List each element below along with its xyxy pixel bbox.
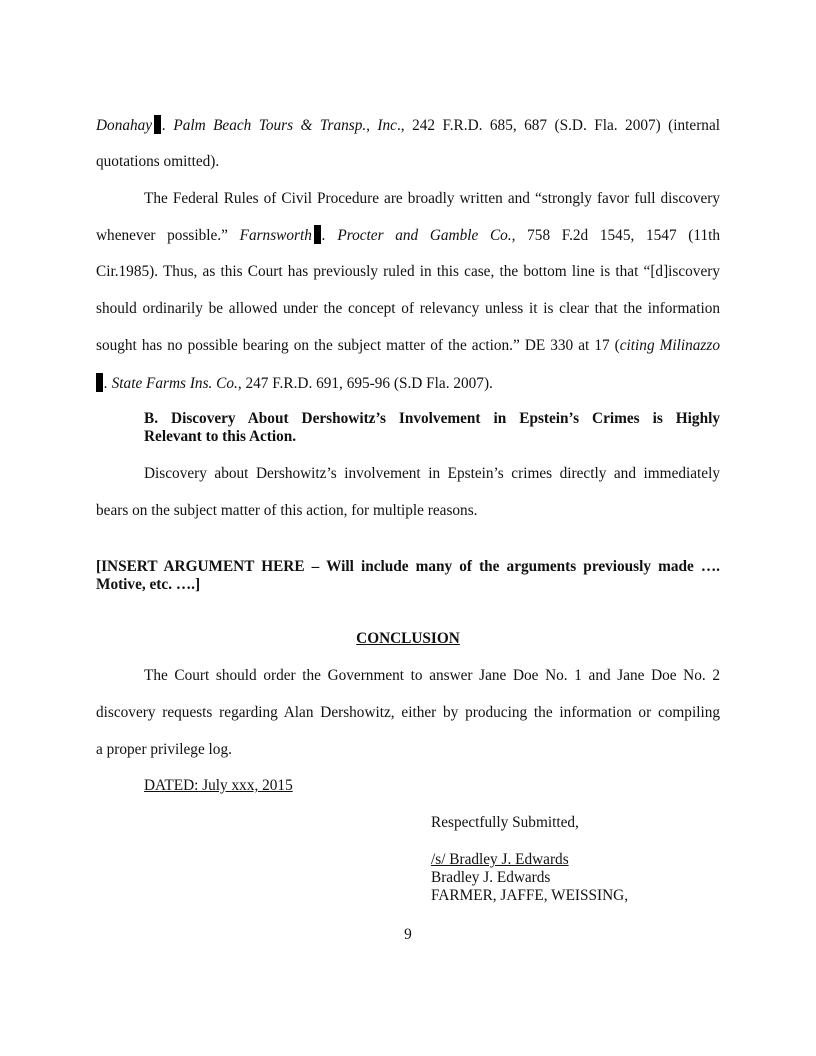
redaction-box: [154, 115, 161, 134]
conclusion-line-1: The Court should order the Government to answer Jane Doe No. 1 and Jane Doe No. 2: [144, 667, 720, 684]
paragraph-1-line-1: [96, 115, 720, 136]
insert-note-line-2: Motive, etc. ….]: [96, 576, 201, 593]
citation-text: 758 F.2d 1545, 1547 (11th: [515, 227, 721, 244]
law-firm-name: FARMER, JAFFE, WEISSING,: [431, 887, 629, 904]
conclusion-line-2: discovery requests regarding Alan Dershowitz, either by producing the information or compiling: [96, 704, 720, 721]
case-name-donahay: Donahay: [96, 117, 153, 134]
citation-text: , 247 F.R.D. 691, 695-96 (S.D Fla. 2007).: [237, 375, 493, 392]
case-name-tail: .,: [396, 117, 405, 134]
section-heading-b-line-1: B. Discovery About Dershowitz’s Involvement in Epstein’s Crimes is Highly: [144, 410, 720, 427]
signer-name: Bradley J. Edwards: [431, 869, 551, 886]
paragraph-3-line-1: Discovery about Dershowitz’s involvement in Epstein’s crimes directly and immediately: [144, 465, 720, 482]
dated-line: DATED: July xxx, 2015: [144, 777, 293, 794]
insert-argument-note: [96, 558, 720, 594]
paragraph-2-line-1: The Federal Rules of Civil Procedure are broadly written and “strongly favor full discovery: [144, 190, 720, 207]
paragraph-2-line-5: [96, 336, 720, 356]
redaction-box: [96, 373, 103, 392]
conclusion-line-3: a proper privilege log.: [96, 741, 232, 758]
citing-signal: citing Milinazzo: [619, 337, 720, 354]
text-run: sought has no possible bearing on the subject matter of the action.” DE 330 at 17 (: [96, 337, 620, 354]
conclusion-heading: CONCLUSION: [356, 630, 460, 647]
case-name-procter: . Procter and Gamble Co.,: [321, 227, 516, 244]
section-heading-b-line-2: Relevant to this Action.: [144, 428, 297, 445]
paragraph-1-line-2: quotations omitted).: [96, 153, 220, 170]
insert-note-line-1: [INSERT ARGUMENT HERE – Will include many of the arguments previously made ….: [96, 558, 720, 575]
paragraph-2-line-6: [96, 373, 720, 394]
citation-text: 242 F.R.D. 685, 687 (S.D. Fla. 2007) (internal: [404, 117, 720, 134]
paragraph-3-line-2: bears on the subject matter of this action, for multiple reasons.: [96, 502, 478, 519]
paragraph-2-line-3: Cir.1985). Thus, as this Court has previously ruled in this case, the bottom line is that “[d]iscovery: [96, 263, 720, 280]
case-name-state-farms: . State Farms Ins. Co.: [104, 375, 238, 392]
page-number: 9: [404, 926, 412, 943]
paragraph-2-line-4: should ordinarily be allowed under the concept of relevancy unless it is clear that the information: [96, 300, 720, 317]
paragraph-2-line-2: [96, 225, 720, 246]
redaction-box: [314, 225, 321, 244]
signature-line: /s/ Bradley J. Edwards: [431, 851, 569, 868]
signature-closing: Respectfully Submitted,: [431, 814, 579, 831]
case-name-palm-beach: . Palm Beach Tours & Transp., Inc: [162, 117, 397, 134]
case-name-farnsworth: Farnsworth: [239, 227, 312, 244]
quote-end: whenever possible.”: [96, 227, 240, 244]
section-heading-b: [144, 410, 720, 446]
